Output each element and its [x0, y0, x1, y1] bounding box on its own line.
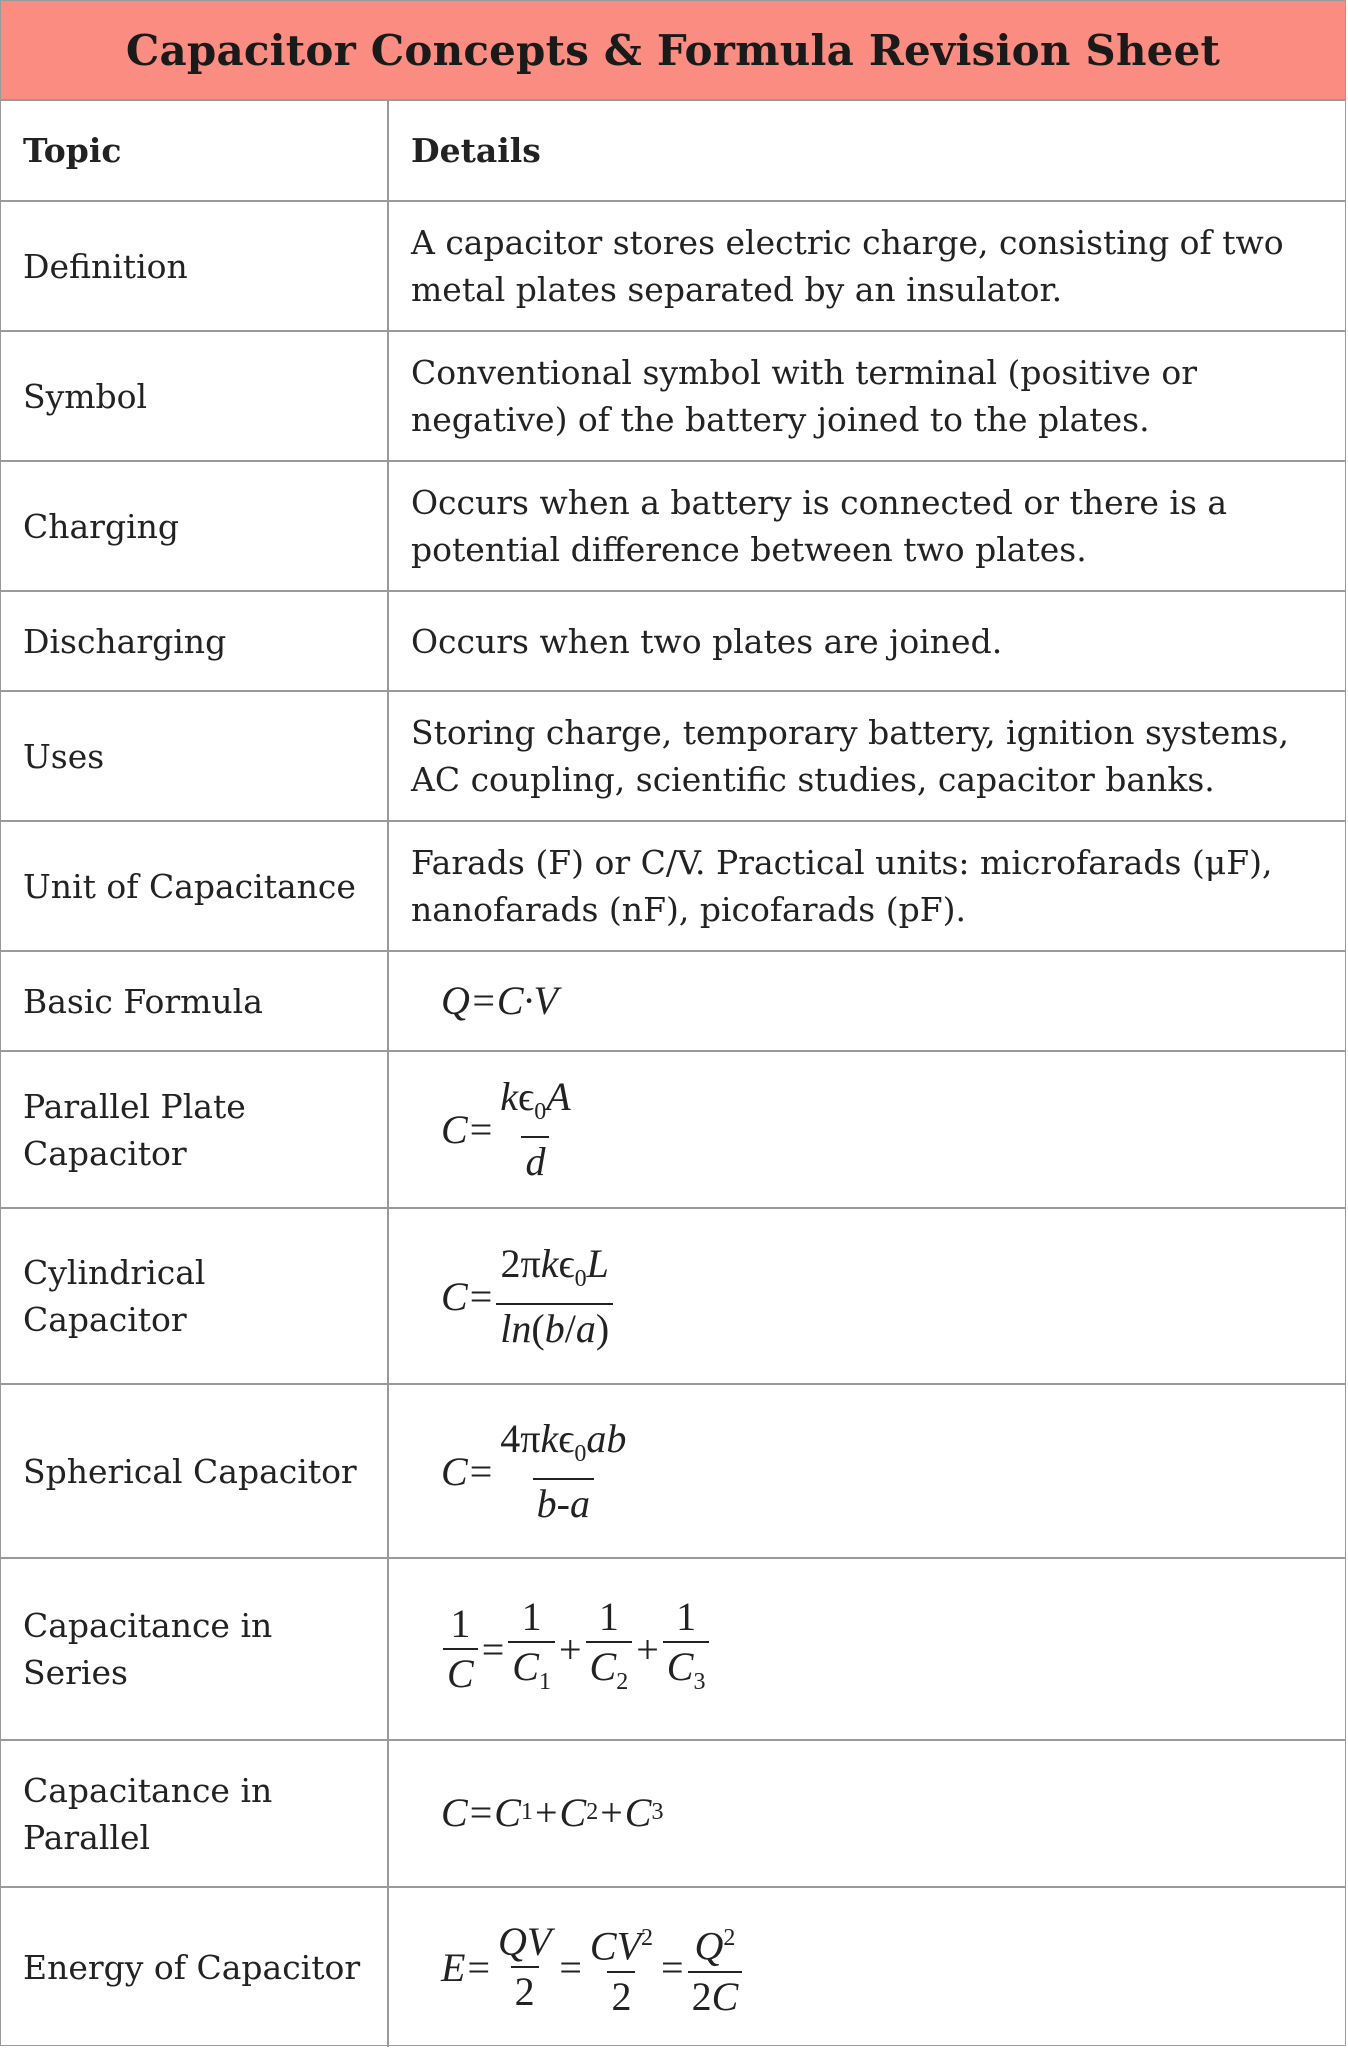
details-cell: Occurs when a battery is connected or there is a potential difference between two plates. — [388, 461, 1345, 591]
parallel-formula: C = C 1 + C 2 + C 3 — [441, 1790, 664, 1835]
topic-cell: Uses — [1, 691, 388, 821]
header-topic: Topic — [1, 101, 388, 201]
parallel-plate-formula: C = $\frac{k\epsilon_0A}{d}$ — [441, 1074, 571, 1184]
details-cell: Storing charge, temporary battery, ignition systems, AC coupling, scientific studies, capacitor banks. — [388, 691, 1345, 821]
table-row — [1, 821, 1345, 951]
details-cell: A capacitor stores electric charge, consisting of two metal plates separated by an insulator. — [388, 201, 1345, 331]
header-details: Details — [388, 101, 1345, 201]
title-bar — [1, 1, 1345, 101]
formula-cell — [388, 1208, 1345, 1384]
series-formula: $\frac{1}{C}$ = $\frac{1}{C_1}$ + $\frac{1}{C_2}$ + $\frac{1}{C_3}$ — [411, 1595, 711, 1704]
cylindrical-formula: C = $\frac{2\pi k\epsilon_0L}{\ln(b/a)}$ — [411, 1242, 615, 1351]
topic-cell: Capacitance in Parallel — [1, 1740, 388, 1887]
topic-cell: Discharging — [1, 591, 388, 691]
topic-cell: Cylindrical Capacitor — [1, 1208, 388, 1384]
topic-cell: Capacitance in Series — [1, 1558, 388, 1740]
spherical-formula: C = $\frac{4\pi k\epsilon_0ab}{b-a}$ — [441, 1415, 627, 1526]
topic-cell: Charging — [1, 461, 388, 591]
formula-cell — [388, 1740, 1345, 1887]
topic-cell: Spherical Capacitor — [1, 1384, 388, 1558]
table-row — [1, 951, 1345, 1051]
formula-cell — [388, 1887, 1345, 2047]
topic-cell: Energy of Capacitor — [1, 1887, 388, 2047]
table-row — [1, 331, 1345, 461]
table-row — [1, 691, 1345, 821]
table-header-row — [1, 101, 1345, 201]
details-cell: Farads (F) or C/V. Practical units: microfarads (μF), nanofarads (nF), picofarads (pF). — [388, 821, 1345, 951]
sheet-title: Capacitor Concepts & Formula Revision Sheet — [125, 25, 1221, 75]
basic-formula: Q=C·V — [441, 977, 558, 1023]
table-row — [1, 1740, 1345, 1887]
concepts-table — [1, 101, 1345, 2047]
table-row — [1, 1384, 1345, 1558]
formula-cell — [388, 951, 1345, 1051]
details-cell: Conventional symbol with terminal (positive or negative) of the battery joined to the plates. — [388, 331, 1345, 461]
topic-cell: Unit of Capacitance — [1, 821, 388, 951]
topic-cell: Parallel Plate Capacitor — [1, 1051, 388, 1208]
formula-cell — [388, 1558, 1345, 1740]
table-row — [1, 1558, 1345, 1740]
details-cell: Occurs when two plates are joined. — [388, 591, 1345, 691]
table-row — [1, 201, 1345, 331]
formula-cell — [388, 1384, 1345, 1558]
formula-cell — [388, 1051, 1345, 1208]
energy-formula: E = $\frac{QV}{2}$ = $\frac{CV^2}{2}$ = $\frac{Q^2}{2C}$ — [411, 1916, 744, 2018]
table-row — [1, 461, 1345, 591]
table-row — [1, 1887, 1345, 2047]
topic-cell: Basic Formula — [1, 951, 388, 1051]
topic-cell: Symbol — [1, 331, 388, 461]
table-row — [1, 1208, 1345, 1384]
topic-cell: Definition — [1, 201, 388, 331]
table-row — [1, 1051, 1345, 1208]
table-row — [1, 591, 1345, 691]
